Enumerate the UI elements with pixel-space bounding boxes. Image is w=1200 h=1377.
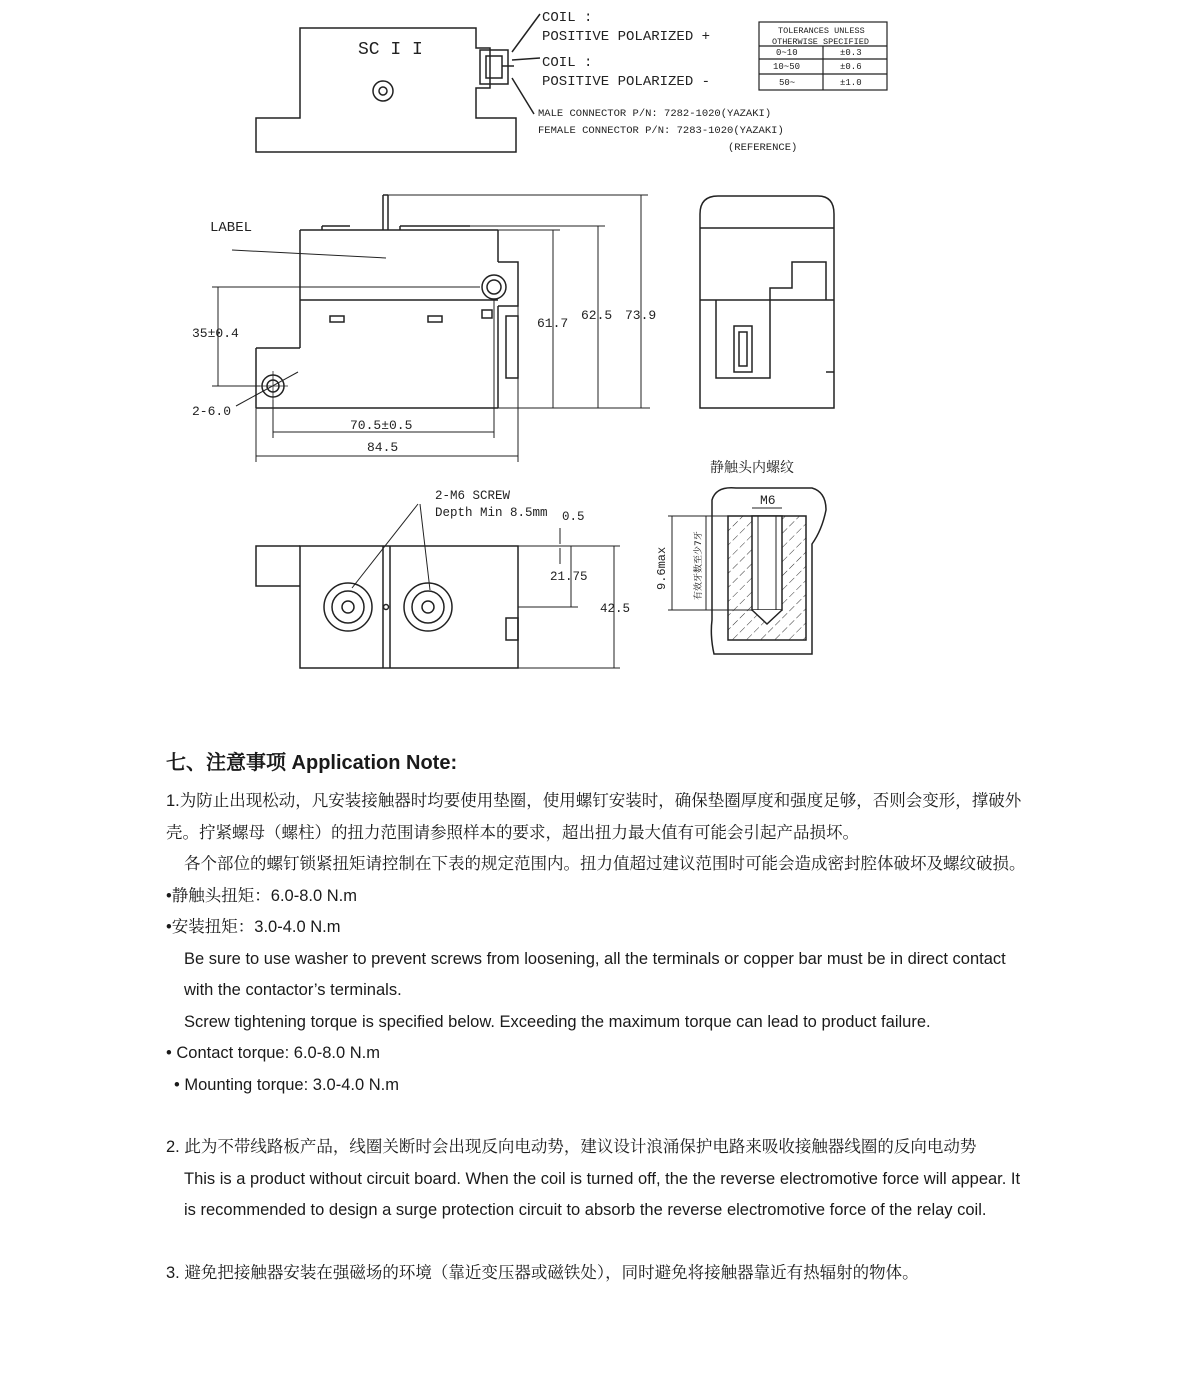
- note1-en-paragraph-a: Be sure to use washer to prevent screws from loosening, all the terminals or copper bar must be in direct contact with the contactor’s terminals.: [184, 949, 1006, 999]
- dim-m6: M6: [760, 493, 776, 508]
- note1-en-mount-torque: • Mounting torque: 3.0-4.0 N.m: [174, 1075, 399, 1094]
- dim-0-5: 0.5: [562, 510, 585, 524]
- body-label: SC I I: [358, 40, 423, 60]
- male-connector-text: MALE CONNECTOR P/N: 7282-1020(YAZAKI): [538, 108, 772, 120]
- dim-21-75: 21.75: [550, 570, 588, 584]
- note1-en-paragraph-b: Screw tightening torque is specified below. Exceeding the maximum torque can lead to product failure.: [184, 1012, 931, 1031]
- section-heading: 七、注意事项 Application Note:: [166, 752, 458, 774]
- label-callout: LABEL: [210, 220, 253, 236]
- spacer: [166, 1227, 1036, 1258]
- tolerance-value-3: ±1.0: [840, 78, 862, 88]
- female-connector-text: FEMALE CONNECTOR P/N: 7283-1020(YAZAKI): [538, 125, 784, 137]
- front-view: [232, 195, 518, 408]
- note1-cn-mount-torque: •安装扭矩：3.0-4.0 N.m: [166, 918, 341, 936]
- tolerance-header-2: OTHERWISE SPECIFIED: [772, 37, 869, 47]
- coil-minus-line2: POSITIVE POLARIZED -: [542, 74, 711, 90]
- bottom-dimension-lines: [518, 528, 620, 668]
- spacer: [166, 1101, 1036, 1132]
- coil-plus-line1: COIL :: [542, 10, 593, 26]
- application-notes: [166, 748, 1036, 1289]
- screw-spec-line2: Depth Min 8.5mm: [435, 506, 548, 520]
- dim-35: 35±0.4: [192, 326, 239, 341]
- top-view: [256, 14, 540, 152]
- dim-62-5: 62.5: [581, 308, 613, 323]
- tolerance-value-2: ±0.6: [840, 62, 862, 72]
- tolerance-value-1: ±0.3: [840, 48, 862, 58]
- dim-9-6max: 9.6max: [655, 546, 669, 590]
- note1-cn-paragraph-b: 各个部位的螺钉锁紧扭矩请控制在下表的规定范围内。扭力值超过建议范围时可能会造成密封腔体破坏及螺纹破损。: [184, 855, 1026, 873]
- reference-text: (REFERENCE): [728, 142, 798, 154]
- note1-cn-paragraph-a: 1.为防止出现松动，凡安装接触器时均要使用垫圈，使用螺钉安装时，确保垫圈厚度和强度足够，否则会变形，撑破外壳。拧紧螺母（螺柱）的扭力范围请参照样本的要求，超出扭力最大值有可能会引起产品损坏。: [166, 792, 1022, 842]
- coil-minus-line1: COIL :: [542, 55, 593, 71]
- note2-cn: 2. 此为不带线路板产品，线圈关断时会出现反向电动势，建议设计浪涌保护电路来吸收接触器线圈的反向电动势: [166, 1138, 977, 1156]
- section-title: 静触头内螺纹: [710, 460, 794, 476]
- dim-84-5: 84.5: [367, 440, 399, 455]
- thread-note: 有效牙数至少7牙: [694, 531, 704, 600]
- dim-70-5: 70.5±0.5: [350, 418, 413, 433]
- front-dimension-lines: [212, 195, 650, 462]
- dim-61-7: 61.7: [537, 316, 569, 331]
- side-view: [700, 196, 834, 408]
- dim-hole: 2-6.0: [192, 404, 232, 419]
- note1-cn-contact-torque: •静触头扭矩：6.0-8.0 N.m: [166, 886, 357, 905]
- tolerance-header-1: TOLERANCES UNLESS: [778, 26, 865, 36]
- tolerance-range-3: 50~: [779, 78, 796, 88]
- note2-en: This is a product without circuit board. When the coil is turned off, the the reverse electromotive force will appear. It is recommended to design a surge protection circuit to absorb the reverse electromotive force of the relay coil.: [184, 1169, 1021, 1219]
- bottom-view: [256, 504, 518, 668]
- section-view: [711, 488, 826, 654]
- dim-42-5: 42.5: [600, 602, 631, 616]
- note1-en-contact-torque: • Contact torque: 6.0-8.0 N.m: [166, 1044, 380, 1062]
- note3-cn: 3. 避免把接触器安装在强磁场的环境（靠近变压器或磁铁处），同时避免将接触器靠近有热辐射的物体。: [166, 1263, 919, 1282]
- coil-plus-line2: POSITIVE POLARIZED +: [542, 29, 711, 45]
- tolerance-range-2: 10~50: [773, 62, 801, 72]
- screw-spec-line1: 2-M6 SCREW: [435, 489, 511, 503]
- dim-73-9: 73.9: [625, 308, 657, 323]
- tolerance-range-1: 0~10: [776, 48, 798, 58]
